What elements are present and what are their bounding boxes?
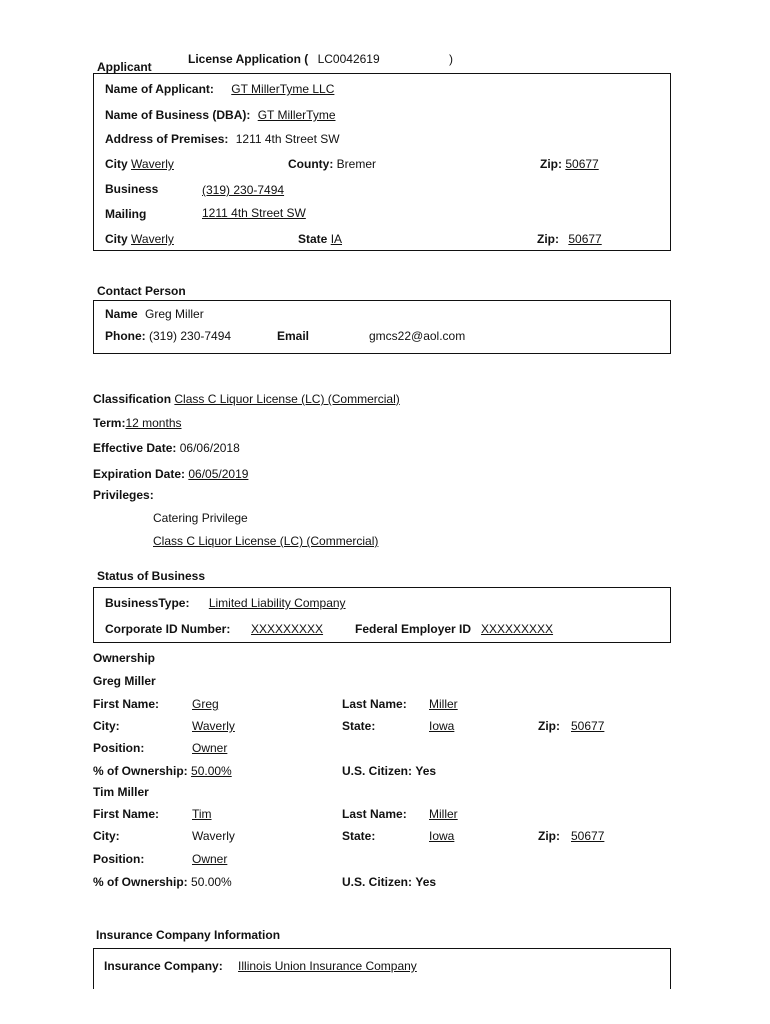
owner-city: Waverly bbox=[192, 719, 235, 733]
citizen-label: U.S. Citizen: bbox=[342, 875, 413, 889]
citizen-value: Yes bbox=[415, 875, 437, 889]
city-label: City bbox=[105, 157, 128, 171]
position-label: Position: bbox=[93, 741, 145, 755]
term-row bbox=[93, 416, 182, 430]
city-value: Waverly bbox=[131, 157, 174, 171]
contact-section-heading: Contact Person bbox=[97, 284, 186, 298]
dba-value: GT MillerTyme bbox=[257, 108, 336, 122]
mail-zip-label: Zip: bbox=[537, 232, 559, 246]
county-value: Bremer bbox=[336, 157, 377, 171]
effective-date-label: Effective Date: bbox=[93, 441, 177, 455]
insurance-company-label: Insurance Company: bbox=[104, 959, 223, 973]
license-number: LC0042619 bbox=[317, 52, 380, 66]
owner-city: Waverly bbox=[192, 829, 235, 843]
contact-phone: (319) 230-7494 bbox=[149, 329, 232, 343]
application-title bbox=[188, 52, 380, 66]
business-phone: (319) 230-7494 bbox=[202, 183, 285, 197]
fein-label: Federal Employer ID bbox=[355, 622, 472, 636]
ownership-pct: 50.00% bbox=[191, 764, 232, 778]
owner-first-name: Tim bbox=[192, 807, 212, 821]
contact-phone-row bbox=[105, 329, 231, 343]
fein: XXXXXXXXX bbox=[481, 622, 554, 636]
classification-label: Classification bbox=[93, 392, 172, 406]
mailing-label: Mailing bbox=[105, 207, 147, 221]
state-row bbox=[298, 232, 342, 246]
insurance-company-row bbox=[104, 959, 417, 973]
business-type: Limited Liability Company bbox=[208, 596, 346, 610]
ownership-pct-row bbox=[93, 875, 232, 889]
owner-full-name: Tim Miller bbox=[93, 785, 149, 799]
owner-zip-label: Zip: bbox=[538, 829, 560, 843]
privilege-item: Catering Privilege bbox=[153, 511, 248, 525]
mail-zip-value: 50677 bbox=[568, 232, 602, 246]
insurance-company: Illinois Union Insurance Company bbox=[238, 959, 417, 973]
position-label: Position: bbox=[93, 852, 145, 866]
last-name-label: Last Name: bbox=[342, 697, 407, 711]
expiration-date-label: Expiration Date: bbox=[93, 467, 186, 481]
contact-email-label: Email bbox=[277, 329, 310, 343]
ownership-section-heading: Ownership bbox=[93, 651, 156, 665]
classification-value: Class C Liquor License (LC) (Commercial) bbox=[174, 392, 400, 406]
owner-city-label: City: bbox=[93, 829, 120, 843]
citizen-value: Yes bbox=[415, 764, 437, 778]
term-label: Term: bbox=[93, 416, 126, 430]
citizen-row bbox=[342, 875, 436, 889]
dba-label: Name of Business (DBA): bbox=[105, 108, 251, 122]
address-value: 1211 4th Street SW bbox=[235, 132, 340, 146]
mail-zip-row bbox=[537, 232, 602, 246]
zip-row bbox=[540, 157, 599, 171]
owner-state-label: State: bbox=[342, 829, 376, 843]
status-section-heading: Status of Business bbox=[97, 569, 206, 583]
applicant-section-heading: Applicant bbox=[97, 60, 152, 74]
title-prefix: License Application ( bbox=[188, 52, 309, 66]
contact-email: gmcs22@aol.com bbox=[369, 329, 466, 343]
contact-phone-label: Phone: bbox=[105, 329, 146, 343]
classification-row bbox=[93, 392, 400, 406]
owner-full-name: Greg Miller bbox=[93, 674, 156, 688]
zip-label: Zip: bbox=[540, 157, 562, 171]
effective-date-row bbox=[93, 441, 240, 455]
first-name-label: First Name: bbox=[93, 807, 160, 821]
city-row bbox=[105, 157, 174, 171]
corp-id-label: Corporate ID Number: bbox=[105, 622, 231, 636]
privilege-item: Class C Liquor License (LC) (Commercial) bbox=[153, 534, 379, 548]
contact-name-label: Name bbox=[105, 307, 138, 321]
owner-position: Owner bbox=[192, 741, 228, 755]
ownership-pct-label: % of Ownership: bbox=[93, 764, 188, 778]
privileges-label: Privileges: bbox=[93, 488, 154, 502]
corp-id: XXXXXXXXX bbox=[251, 622, 324, 636]
owner-last-name: Miller bbox=[429, 807, 458, 821]
zip-value: 50677 bbox=[565, 157, 599, 171]
dba-row bbox=[105, 108, 336, 122]
state-label: State bbox=[298, 232, 328, 246]
owner-first-name: Greg bbox=[192, 697, 219, 711]
owner-position: Owner bbox=[192, 852, 228, 866]
applicant-name-row bbox=[105, 82, 334, 96]
insurance-section-heading: Insurance Company Information bbox=[96, 928, 281, 942]
term-value: 12 months bbox=[125, 416, 182, 430]
county-label: County: bbox=[288, 157, 334, 171]
applicant-name: GT MillerTyme LLC bbox=[231, 82, 335, 96]
ownership-pct-label: % of Ownership: bbox=[93, 875, 188, 889]
ownership-pct: 50.00% bbox=[191, 875, 232, 889]
mail-city-value: Waverly bbox=[131, 232, 174, 246]
business-type-label: BusinessType: bbox=[105, 596, 190, 610]
citizen-row bbox=[342, 764, 436, 778]
business-type-row bbox=[105, 596, 346, 610]
mail-city-row bbox=[105, 232, 174, 246]
effective-date: 06/06/2018 bbox=[179, 441, 240, 455]
owner-zip: 50677 bbox=[571, 829, 605, 843]
business-phone-label: Business bbox=[105, 182, 159, 196]
last-name-label: Last Name: bbox=[342, 807, 407, 821]
mailing-address: 1211 4th Street SW bbox=[202, 206, 306, 220]
ownership-pct-row bbox=[93, 764, 232, 778]
mail-city-label: City bbox=[105, 232, 128, 246]
title-suffix: ) bbox=[449, 52, 453, 66]
owner-state: Iowa bbox=[429, 719, 455, 733]
owner-city-label: City: bbox=[93, 719, 120, 733]
owner-zip-label: Zip: bbox=[538, 719, 560, 733]
owner-state-label: State: bbox=[342, 719, 376, 733]
applicant-name-label: Name of Applicant: bbox=[105, 82, 214, 96]
owner-last-name: Miller bbox=[429, 697, 458, 711]
address-label: Address of Premises: bbox=[105, 132, 229, 146]
county-row bbox=[288, 157, 376, 171]
first-name-label: First Name: bbox=[93, 697, 160, 711]
contact-name-row bbox=[105, 307, 204, 321]
address-row bbox=[105, 132, 340, 146]
owner-state: Iowa bbox=[429, 829, 455, 843]
expiration-date: 06/05/2019 bbox=[188, 467, 249, 481]
citizen-label: U.S. Citizen: bbox=[342, 764, 413, 778]
owner-zip: 50677 bbox=[571, 719, 605, 733]
contact-name: Greg Miller bbox=[145, 307, 204, 321]
expiration-date-row bbox=[93, 467, 248, 481]
state-value: IA bbox=[330, 232, 343, 246]
